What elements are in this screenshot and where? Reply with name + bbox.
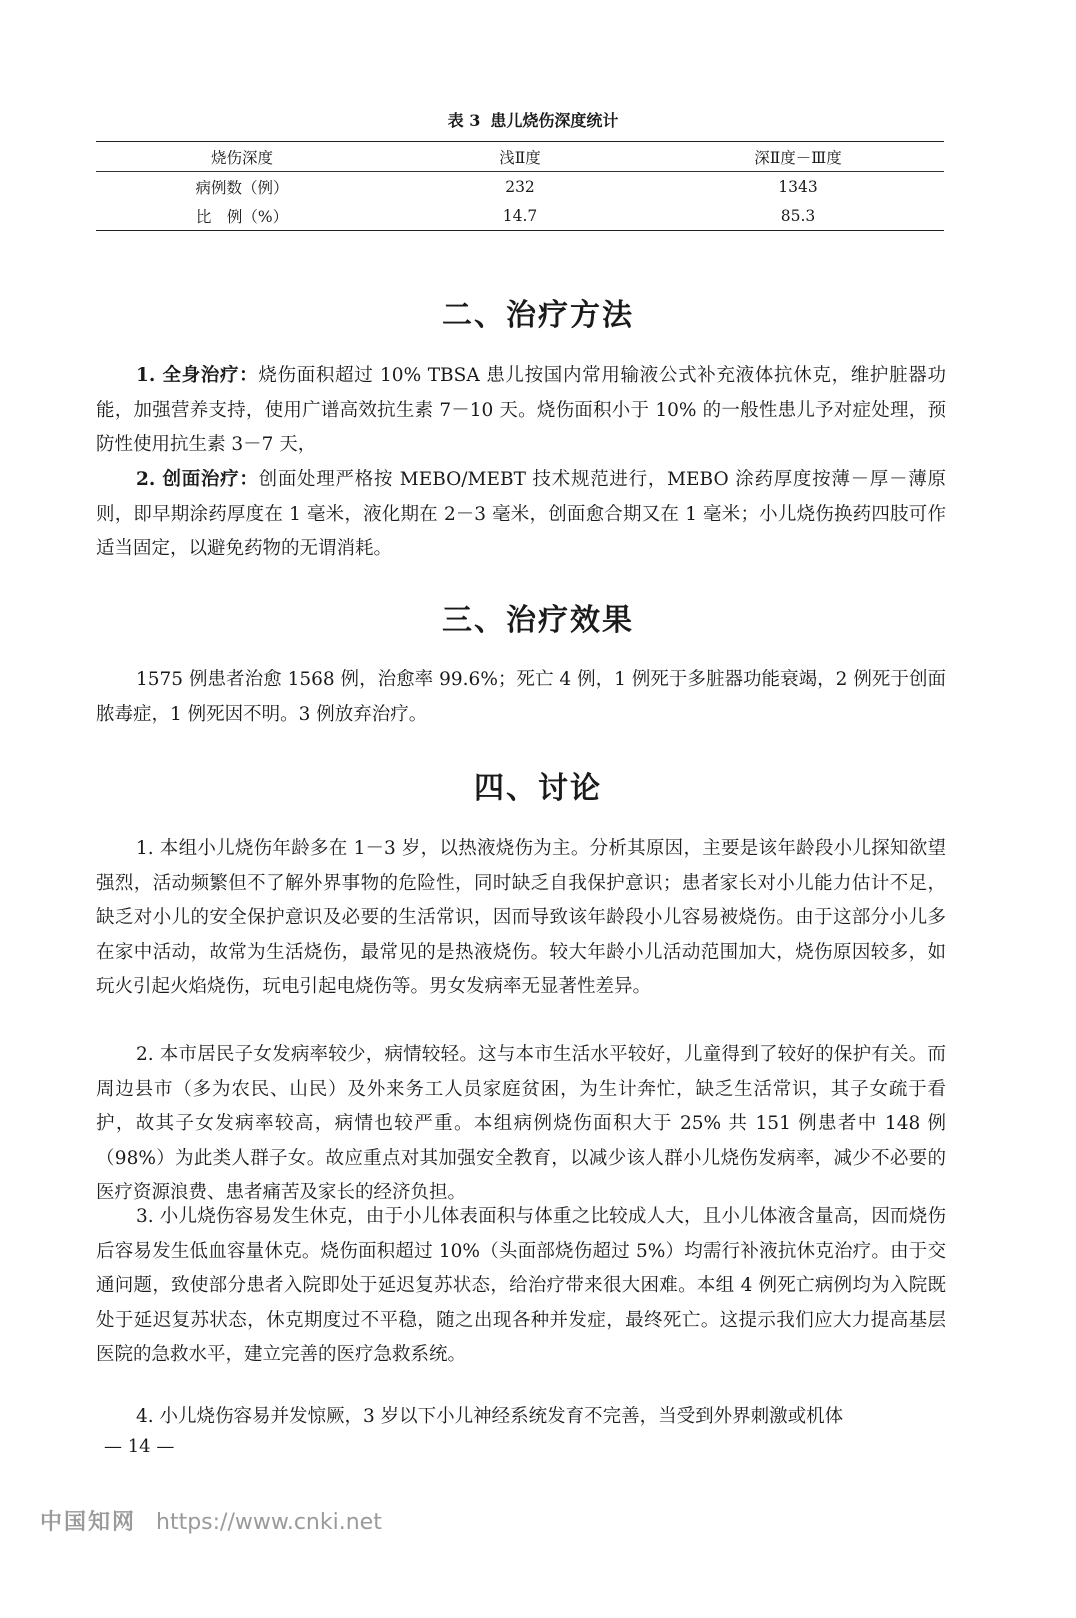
paragraph-discussion-1: 1. 本组小儿烧伤年龄多在 1－3 岁，以热液烧伤为主。分析其原因，主要是该年龄段小儿探知欲望强烈，活动频繁但不了解外界事物的危险性，同时缺乏自我保护意识；患者家长对小儿能力估计不足，缺乏对小儿的安全保护意识及必要的生活常识，因而导致该年龄段小儿容易被烧伤。由于这部分小儿多在家中活动，故常为生活烧伤，最常见的是热液烧伤。较大年龄小儿活动范围加大，烧伤原因较多，如玩火引起火焰烧伤，玩电引起电烧伤等。男女发病率无显著性差异。 [96,838,946,997]
watermark-url: https://www.cnki.net [156,1510,382,1535]
paragraph-text: 创面处理严格按 MEBO/MEBT 技术规范进行，MEBO 涂药厚度按薄－厚－薄原则，即早期涂药厚度在 1 毫米，液化期在 2－3 毫米，创面愈合期又在 1 毫米；小儿烧伤换药四肢可作适当固定，以避免药物的无谓消耗。 [96,469,946,559]
paragraph-discussion-2: 2. 本市居民子女发病率较少，病情较轻。这与本市生活水平较好，儿童得到了较好的保护有关。而周边县市（多为农民、山民）及外来务工人员家庭贫困，为生计奔忙，缺乏生活常识，其子女疏于看护，故其子女发病率较高，病情也较严重。本组病例烧伤面积大于 25% 共 151 例患者中 148 例（98%）为此类人群子女。故应重点对其加强安全教育，以减少该人群小儿烧伤发病率，减少不必要的医疗资源浪费、患者痛苦及家长的经济负担。 [96,1044,946,1203]
table-cell: 1343 [778,177,818,196]
page-number: — 14 — [104,1436,175,1457]
paragraph-label: 2. 创面治疗： [136,469,259,490]
section-title-treatment-results: 三、治疗效果 [442,603,634,638]
table-header-row [96,142,944,172]
table-cell: 比 例（%） [195,207,289,226]
paragraph-label: 1. 全身治疗： [136,365,259,386]
paragraph-text: 烧伤面积超过 10% TBSA 患儿按国内常用输液公式补充液体抗休克，维护脏器功能，加强营养支持，使用广谱高效抗生素 7－10 天。烧伤面积小于 10% 的一般性患儿予对症处理，预防性使用抗生素 3－7 天， [96,365,946,455]
paragraph-wound-treatment [96,463,946,567]
table-header: 烧伤深度 [210,148,273,167]
section-title-discussion: 四、讨论 [474,771,602,806]
paragraph-results: 1575 例患者治愈 1568 例，治愈率 99.6%；死亡 4 例，1 例死于多脏器功能衰竭，2 例死于创面脓毒症，1 例死因不明。3 例放弃治疗。 [96,669,946,725]
paragraph-systemic-treatment [96,359,946,463]
burn-depth-table [96,141,944,231]
table-caption [0,108,1076,131]
table-header: 深Ⅱ度－Ⅲ度 [754,148,842,167]
section-title-treatment-methods: 二、治疗方法 [442,298,634,333]
watermark-footer [40,1505,382,1536]
paragraph-discussion-3: 3. 小儿烧伤容易发生休克，由于小儿体表面积与体重之比较成人大，且小儿体液含量高，因而烧伤后容易发生低血容量休克。烧伤面积超过 10%（头面部烧伤超过 5%）均需行补液抗休克治疗。由于交通问题，致使部分患者入院即处于延迟复苏状态，给治疗带来很大困难。本组 4 例死亡病例均为入院既处于延迟复苏状态，休克期度过不平稳，随之出现各种并发症，最终死亡。这提示我们应大力提高基层医院的急救水平，建立完善的医疗急救系统。 [96,1206,946,1365]
table-row [96,201,944,231]
table-cell: 232 [505,177,535,196]
table-number: 表 3 [447,111,481,130]
table-header: 浅Ⅱ度 [499,148,541,167]
table-cell: 14.7 [502,206,538,225]
paragraph-discussion-4: 4. 小儿烧伤容易并发惊厥，3 岁以下小儿神经系统发育不完善，当受到外界刺激或机体 [136,1406,844,1427]
table-cell: 病例数（例） [195,178,289,197]
watermark-brand: 中国知网 [40,1510,137,1535]
table-title: 患儿烧伤深度统计 [490,111,619,130]
table-row [96,172,944,202]
table-cell: 85.3 [780,206,816,225]
